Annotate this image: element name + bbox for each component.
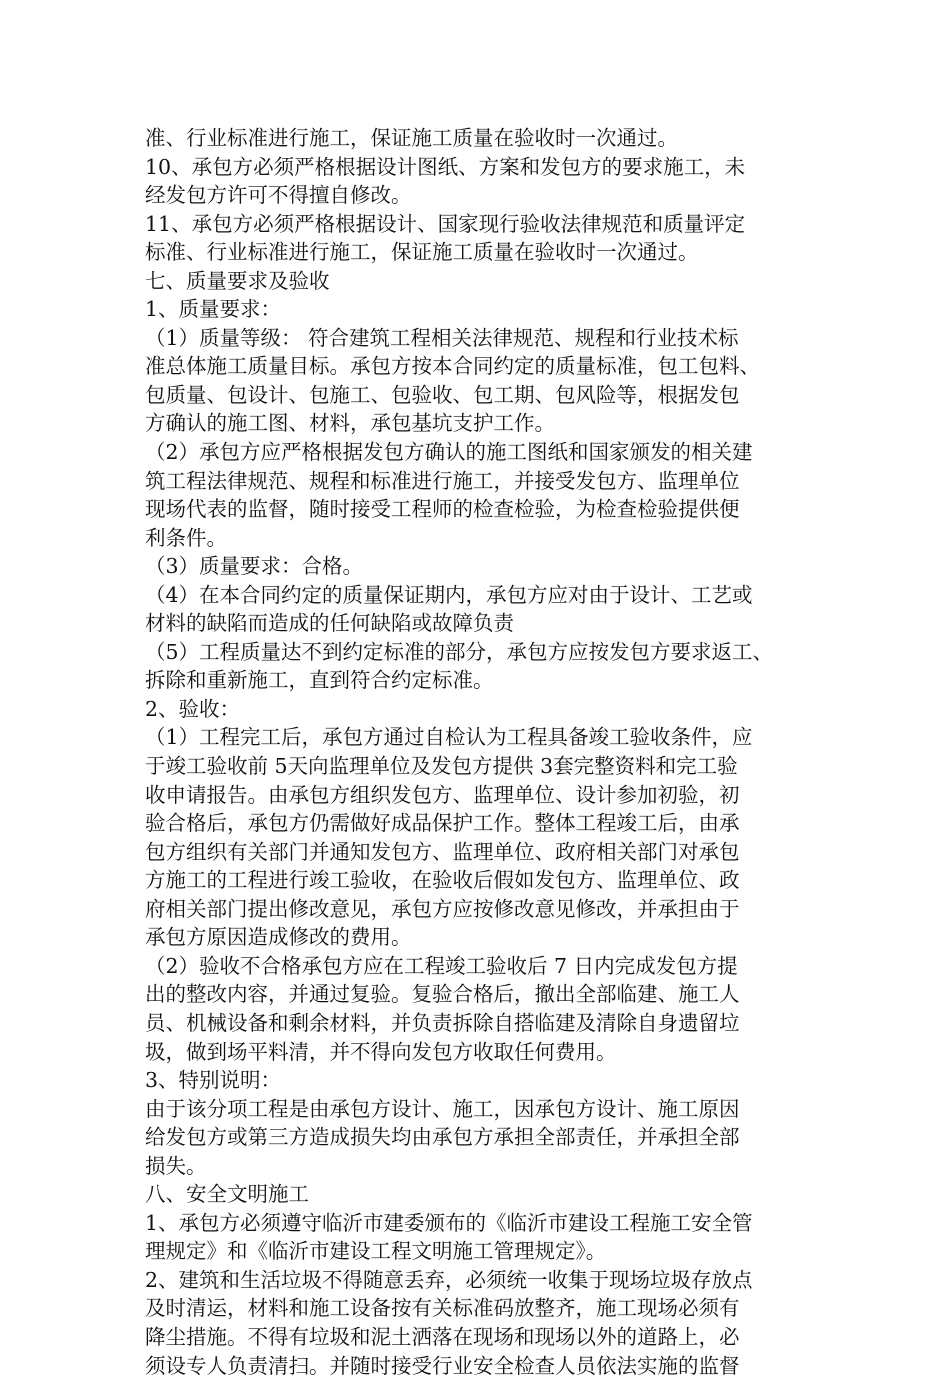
text-line: 准、行业标准进行施工，保证施工质量在验收时一次通过。 [145, 126, 678, 150]
text-line: 验合格后，承包方仍需做好成品保护工作。整体工程竣工后，由承 [145, 811, 740, 836]
text-line: 经发包方许可不得擅自修改。 [145, 183, 412, 208]
text-line: 由于该分项工程是由承包方设计、施工，因承包方设计、施工原因 [145, 1096, 740, 1121]
text-line: 利条件。 [145, 525, 227, 550]
text-line: 府相关部门提出修改意见，承包方应按修改意见修改，并承担由于 [145, 896, 740, 921]
text-line: 包质量、包设计、包施工、包验收、包工期、包风险等，根据发包 [145, 382, 740, 407]
text-line: 筑工程法律规范、规程和标准进行施工，并接受发包方、监理单位 [145, 468, 740, 493]
text-line: 降尘措施。不得有垃圾和泥土洒落在现场和现场以外的道路上，必 [145, 1324, 740, 1349]
text-line: 给发包方或第三方造成损失均由承包方承担全部责任，并承担全部 [145, 1125, 740, 1150]
text-line: 理规定》和《临沂市建设工程文明施工管理规定》。 [145, 1239, 607, 1264]
text-line: 损失。 [145, 1153, 207, 1178]
text-line: 10、承包方必须严格根据设计图纸、方案和发包方的要求施工，未 [145, 154, 746, 179]
text-line: （4）在本合同约定的质量保证期内，承包方应对由于设计、工艺或 [145, 582, 753, 607]
text-line: 包方组织有关部门并通知发包方、监理单位、政府相关部门对承包 [145, 839, 740, 864]
text-line: 1、承包方必须遵守临沂市建委颁布的《临沂市建设工程施工安全管 [145, 1210, 753, 1235]
text-line: （3）质量要求：合格。 [145, 554, 364, 579]
text-line: 圾，做到场平料清，并不得向发包方收取任何费用。 [145, 1039, 617, 1064]
text-line: （2）验收不合格承包方应在工程竣工验收后 7 日内完成发包方提 [145, 953, 738, 978]
text-line: 承包方原因造成修改的费用。 [145, 925, 412, 950]
document-body [145, 124, 815, 1380]
text-line: 准总体施工质量目标。承包方按本合同约定的质量标准，包工包料、 [145, 354, 760, 379]
text-line: 2、建筑和生活垃圾不得随意丢弃，必须统一收集于现场垃圾存放点 [145, 1267, 753, 1292]
text-line: 员、机械设备和剩余材料，并负责拆除自搭临建及清除自身遗留垃 [145, 1010, 740, 1035]
subsection-heading: 1、质量要求： [145, 297, 282, 322]
section-heading: 七、质量要求及验收 [145, 268, 330, 293]
subsection-heading: 3、特别说明： [145, 1068, 282, 1093]
section-heading: 八、安全文明施工 [145, 1182, 309, 1207]
text-line: 出的整改内容，并通过复验。复验合格后，撤出全部临建、施工人 [145, 982, 740, 1007]
text-line: 须设专人负责清扫。并随时接受行业安全检查人员依法实施的监督 [145, 1353, 740, 1378]
subsection-heading: 2、验收： [145, 696, 241, 721]
text-line: 方施工的工程进行竣工验收，在验收后假如发包方、监理单位、政 [145, 868, 740, 893]
text-line: （5）工程质量达不到约定标准的部分，承包方应按发包方要求返工、 [145, 639, 774, 664]
text-line: 收申请报告。由承包方组织发包方、监理单位、设计参加初验，初 [145, 782, 740, 807]
text-line: 于竣工验收前 5天向监理单位及发包方提供 3套完整资料和完工验 [145, 754, 738, 779]
text-line: 标准、行业标准进行施工，保证施工质量在验收时一次通过。 [145, 240, 699, 265]
text-line: 材料的缺陷而造成的任何缺陷或故障负责 [145, 611, 514, 636]
text-line: （1）工程完工后，承包方通过自检认为工程具备竣工验收条件，应 [145, 725, 753, 750]
text-line: 及时清运，材料和施工设备按有关标准码放整齐，施工现场必须有 [145, 1296, 740, 1321]
text-line: 现场代表的监督，随时接受工程师的检查检验，为检查检验提供便 [145, 497, 740, 522]
text-line: （1）质量等级： 符合建筑工程相关法律规范、规程和行业技术标 [145, 325, 739, 350]
text-line: （2）承包方应严格根据发包方确认的施工图纸和国家颁发的相关建 [145, 440, 753, 465]
text-line: 拆除和重新施工，直到符合约定标准。 [145, 668, 494, 693]
text-line: 11、承包方必须严格根据设计、国家现行验收法律规范和质量评定 [145, 211, 746, 236]
text-line: 方确认的施工图、材料，承包基坑支护工作。 [145, 411, 555, 436]
